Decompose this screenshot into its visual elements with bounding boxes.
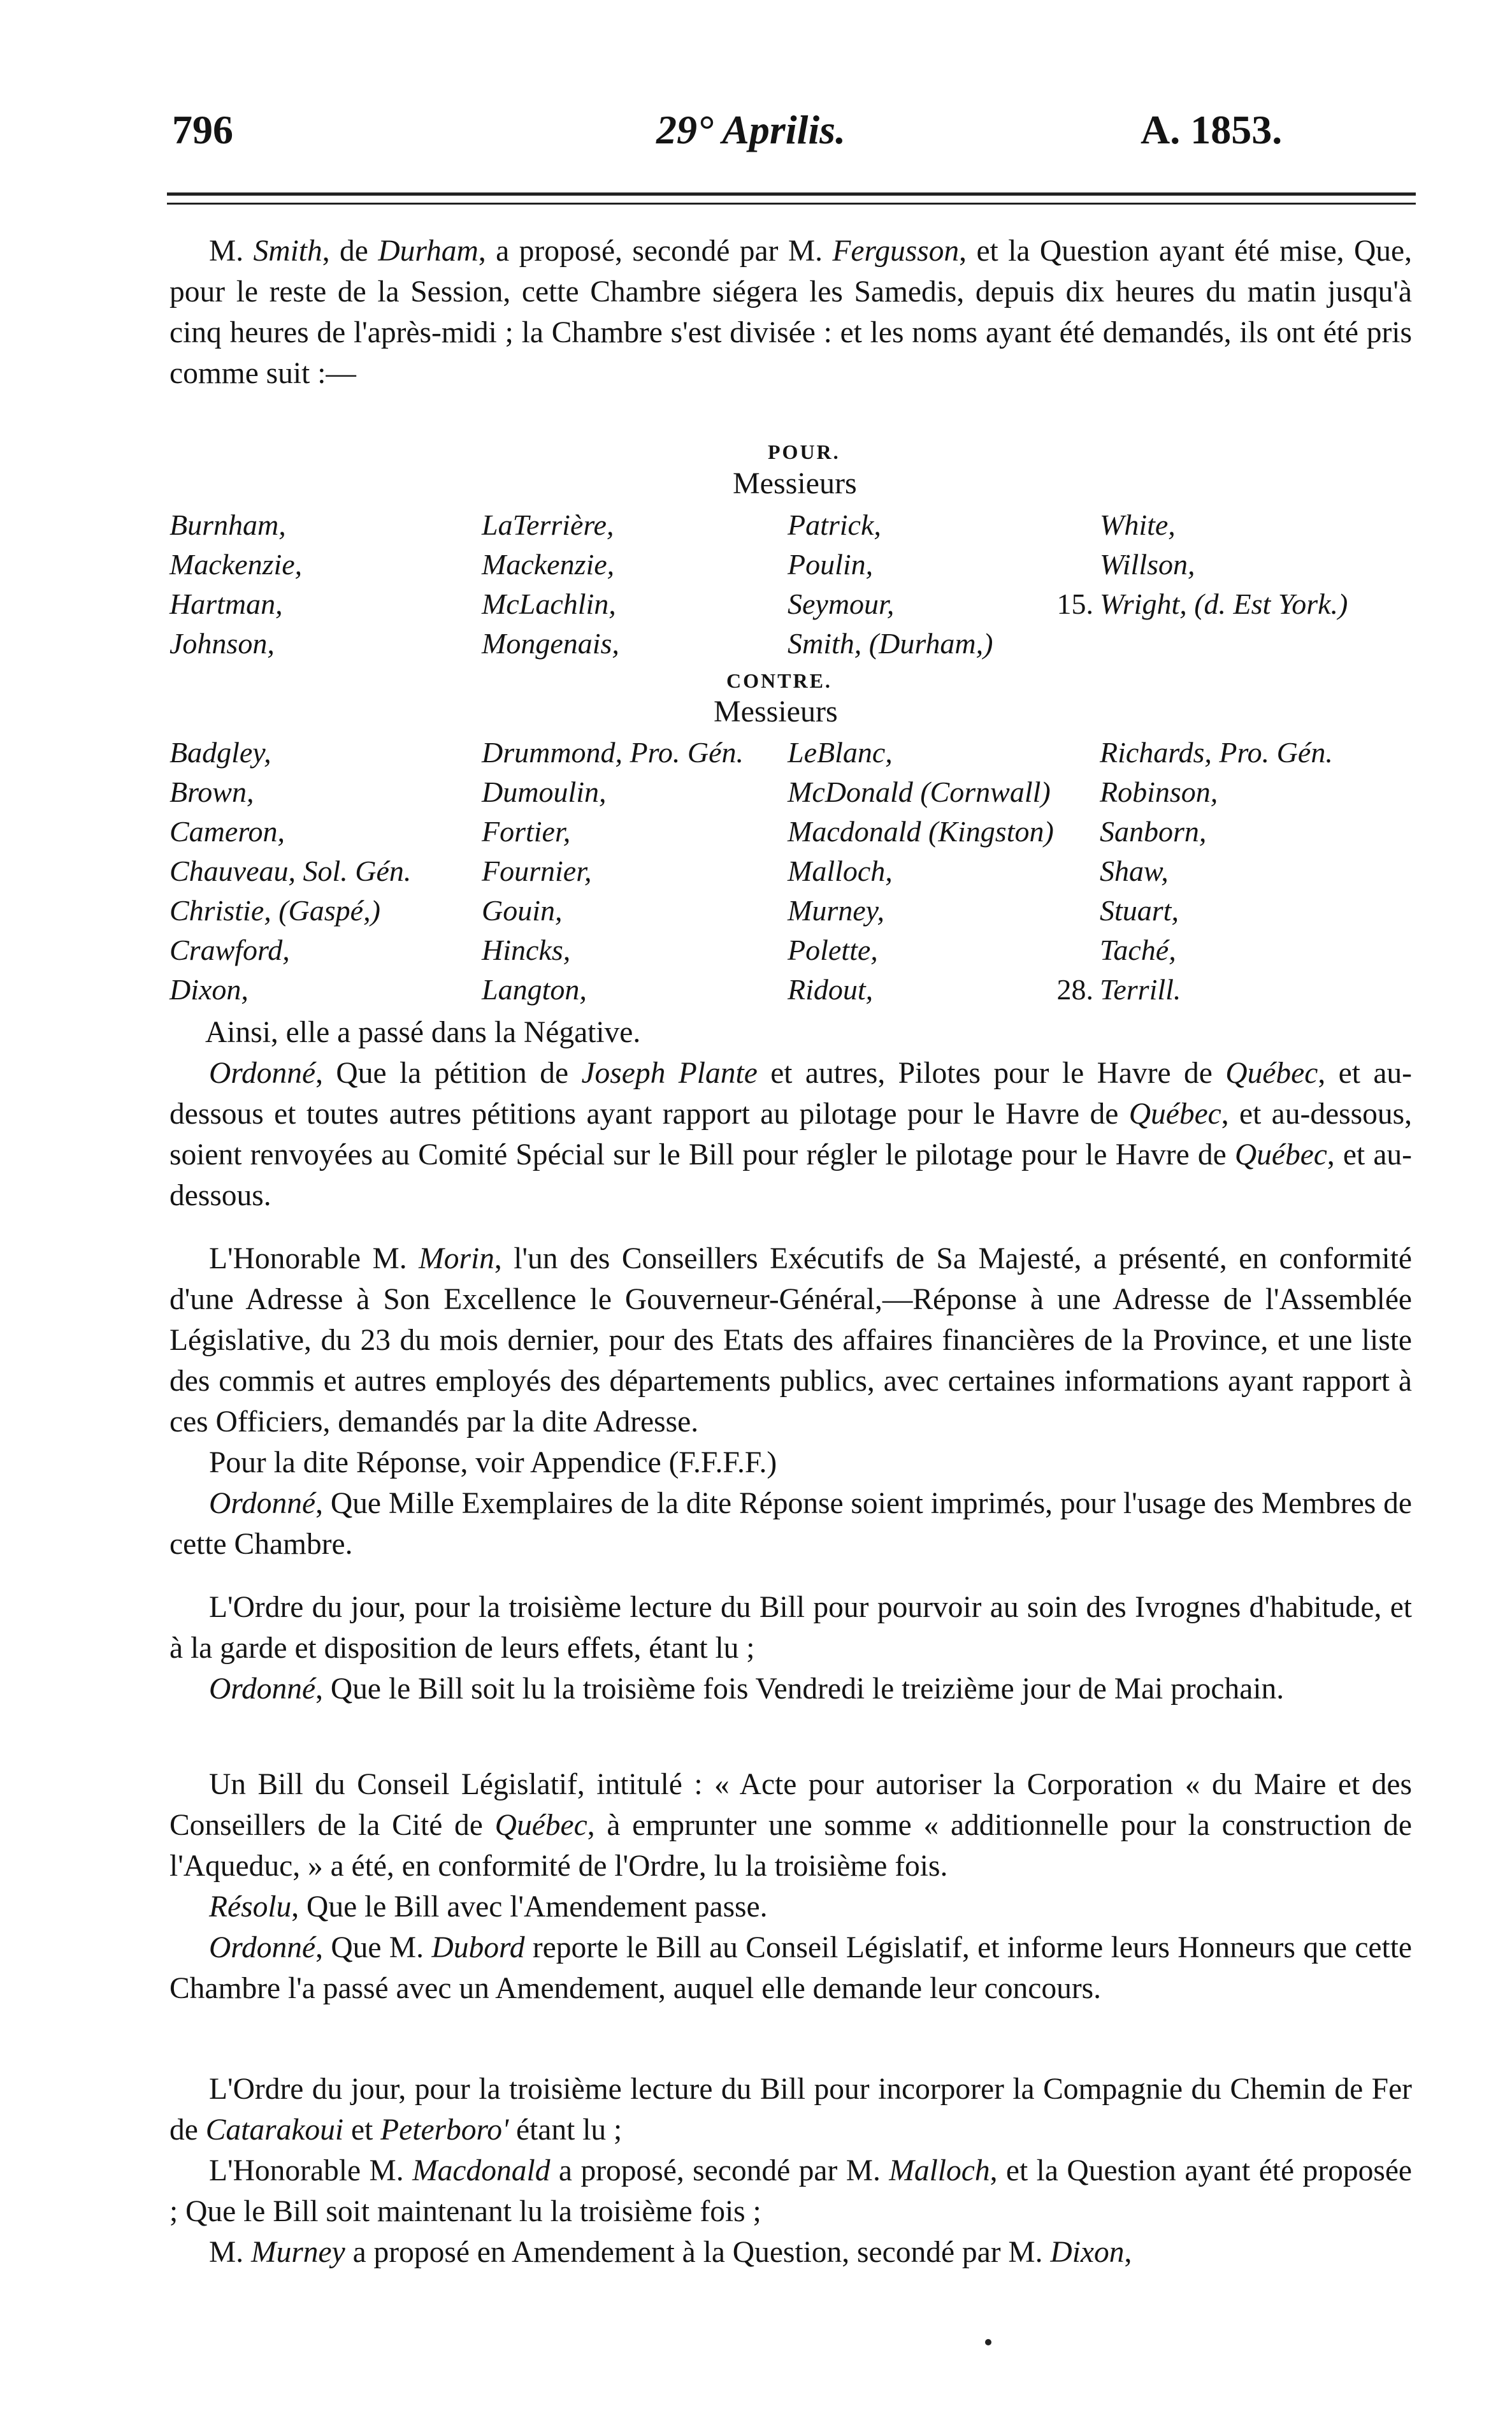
pour-voter-name: LaTerrière,: [482, 509, 614, 541]
pour-voter-name: Hartman,: [169, 588, 283, 620]
contre-voter-name: Taché,: [1100, 934, 1176, 966]
pour-messieurs: Messieurs: [733, 467, 857, 500]
contre-voter-row: [169, 733, 1418, 772]
contre-voter-name: Stuart,: [1100, 894, 1179, 927]
pour-voter-name: Mongenais,: [482, 627, 619, 660]
order-pilotage: Ordonné, Que la pétition de Joseph Plante et autres, Pilotes pour le Havre de Québec, et au-dessous et toutes autres pétitions ayant rapport au pilotage pour le Havre de Québec, et au-dessous, soient renvoyées au Comité Spécial sur le Bill pour régler le pilotage pour le Havre de Québec, et au-dessous.: [169, 1057, 1412, 1212]
contre-voter-name: Chauveau, Sol. Gén.: [169, 855, 412, 887]
contre-voter-name: Hincks,: [482, 934, 571, 966]
pour-voter-row: [169, 545, 1418, 584]
running-year: A. 1853.: [1141, 107, 1283, 152]
contre-voter-row: [169, 970, 1418, 1010]
pour-voter-name: Mackenzie,: [169, 548, 303, 581]
contre-voter-row: [169, 931, 1418, 970]
pour-voter-name: White,: [1100, 509, 1176, 541]
contre-voter-name: Terrill.: [1100, 973, 1181, 1006]
contre-voter-name: Badgley,: [169, 736, 271, 769]
contre-voter-row: [169, 772, 1418, 812]
header-rule-thin: [167, 203, 1416, 205]
bottom-dot: [985, 2339, 991, 2345]
pour-voter-row: [169, 624, 1418, 663]
pour-voter-name: Willson,: [1100, 548, 1195, 581]
contre-voter-name: Macdonald (Kingston): [788, 815, 1054, 848]
contre-voter-row: [169, 851, 1418, 891]
pour-voter-row: [169, 505, 1418, 545]
contre-heading: CONTRE.: [726, 669, 832, 692]
pour-voter-name: Wright, (d. Est York.): [1100, 588, 1348, 620]
contre-voter-name: Shaw,: [1100, 855, 1169, 887]
pour-voter-name: Poulin,: [788, 548, 874, 581]
contre-voter-name: Crawford,: [169, 934, 290, 966]
negative-result: Ainsi, elle a passé dans la Négative.: [205, 1016, 641, 1049]
contre-voter-name: Langton,: [482, 973, 587, 1006]
running-date: 29° Aprilis.: [656, 107, 846, 152]
contre-voter-name: Richards, Pro. Gén.: [1100, 736, 1333, 769]
contre-voter-name: Ridout,: [788, 973, 874, 1006]
contre-voter-name: Cameron,: [169, 815, 285, 848]
contre-messieurs: Messieurs: [714, 695, 838, 728]
morin-return: L'Honorable M. Morin, l'un des Conseillers Exécutifs de Sa Majesté, a présenté, en conformité d'une Adresse à Son Excellence le Gouverneur-Général,—Réponse à une Adresse de l'Assemblée Législative, du 23 du mois dernier, pour des Etats des affaires financières de la Province, et une liste des commis et autres employés des départements publics, avec certaines informations ayant rapport à ces Officiers, demandés par la dite Adresse. Pour la dite Réponse, voir Appendice (F.F.F.F.) Ordonné, Que Mille Exemplaires de la dite Réponse soient imprimés, pour l'usage des Membres de cette Chambre.: [169, 1242, 1412, 1561]
contre-voter-row: [169, 812, 1418, 851]
pour-voter-name: Seymour,: [788, 588, 895, 620]
contre-voter-name: Dumoulin,: [482, 776, 607, 808]
pour-voter-name: Burnham,: [169, 509, 286, 541]
contre-voter-name: Malloch,: [788, 855, 893, 887]
contre-total: 28.: [1056, 973, 1093, 1006]
contre-voter-row: [169, 891, 1418, 931]
contre-voter-name: Christie, (Gaspé,): [169, 894, 380, 927]
contre-voter-name: Fortier,: [482, 815, 571, 848]
aqueduc-bill: Un Bill du Conseil Législatif, intitulé : « Acte pour autoriser la Corporation « du Maire et des Conseillers de la Cité de Québec, à emprunter une somme « additionnelle pour la construction de l'Aqueduc, » a été, en conformité de l'Ordre, lu la troisième fois. Résolu, Que le Bill avec l'Amendement passe. Ordonné, Que M. Dubord reporte le Bill au Conseil Législatif, et informe leurs Honneurs que cette Chambre l'a passé avec un Amendement, auquel elle demande leur concours.: [169, 1768, 1412, 2005]
chemin-de-fer-bill: L'Ordre du jour, pour la troisième lecture du Bill pour incorporer la Compagnie du Chemin de Fer de Catarakoui et Peterboro' étant lu ; L'Honorable M. Macdonald a proposé, secondé par M. Malloch, et la Question ayant été proposée ; Que le Bill soit maintenant lu la troisième fois ; M. Murney a proposé en Amendement à la Question, secondé par M. Dixon,: [169, 2073, 1412, 2269]
contre-voter-name: McDonald (Cornwall): [788, 776, 1051, 808]
pour-voter-name: Johnson,: [169, 627, 275, 660]
ivrognes-bill: L'Ordre du jour, pour la troisième lecture du Bill pour pourvoir au soin des Ivrognes d'habitude, et à la garde et disposition de leurs effets, étant lu ; Ordonné, Que le Bill soit lu la troisième fois Vendredi le treizième jour de Mai prochain.: [169, 1591, 1412, 1706]
contre-voter-name: Dixon,: [169, 973, 248, 1006]
contre-voter-name: Polette,: [788, 934, 878, 966]
contre-voter-name: Robinson,: [1100, 776, 1218, 808]
intro-motion: M. Smith, de Durham, a proposé, secondé par M. Fergusson, et la Question ayant été mise, Que, pour le reste de la Session, cette Chambre siégera les Samedis, depuis dix heures du matin jusqu'à cinq heures de l'après-midi ; la Chambre s'est divisée : et les noms ayant été demandés, ils ont été pris comme suit :—: [169, 235, 1412, 390]
pour-voter-name: Patrick,: [788, 509, 881, 541]
contre-voter-name: LeBlanc,: [788, 736, 893, 769]
contre-voter-name: Gouin,: [482, 894, 563, 927]
pour-voter-name: McLachlin,: [482, 588, 616, 620]
page-number: 796: [172, 107, 233, 152]
contre-voter-name: Brown,: [169, 776, 254, 808]
pour-heading: POUR.: [768, 440, 840, 463]
pour-voter-name: Smith, (Durham,): [788, 627, 993, 660]
header-rule-thick: [167, 192, 1416, 196]
pour-voter-row: [169, 584, 1418, 624]
contre-voter-name: Drummond, Pro. Gén.: [482, 736, 744, 769]
pour-total: 15.: [1056, 588, 1093, 620]
pour-voter-name: Mackenzie,: [482, 548, 615, 581]
contre-voter-name: Murney,: [788, 894, 885, 927]
contre-voter-name: Sanborn,: [1100, 815, 1207, 848]
contre-voter-name: Fournier,: [482, 855, 592, 887]
